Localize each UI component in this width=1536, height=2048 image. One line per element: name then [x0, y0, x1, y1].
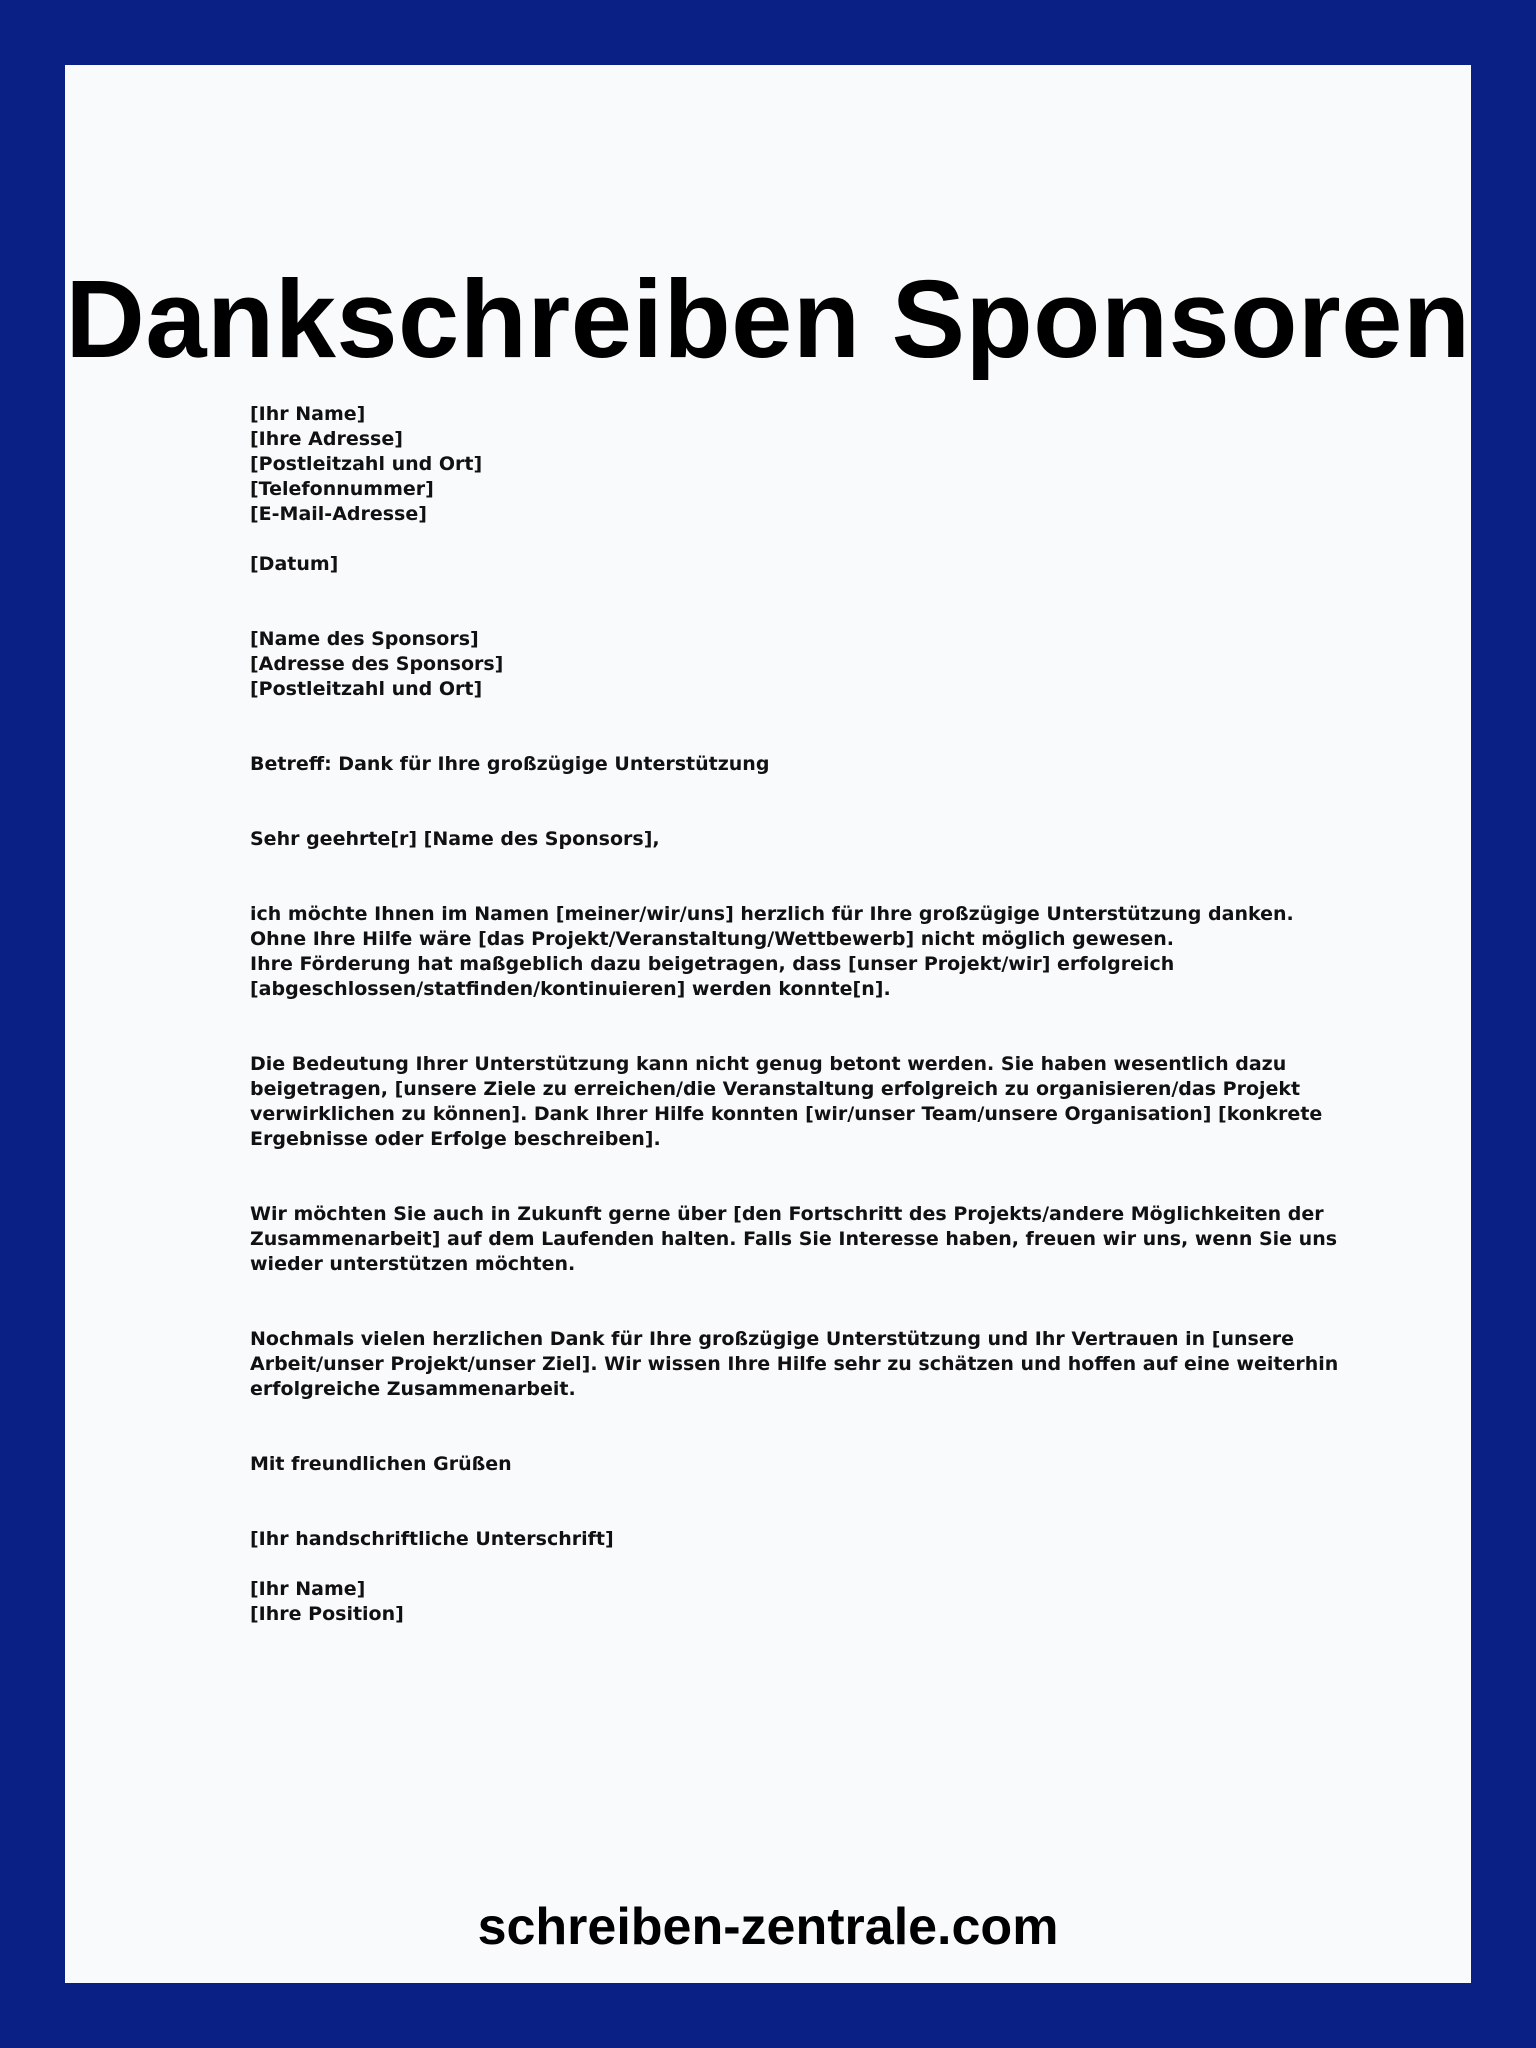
recipient-name: [Name des Sponsors] [250, 628, 479, 650]
page-title: Dankschreiben Sponsoren [65, 258, 1471, 381]
closing: Mit freundlichen Grüßen [250, 1453, 512, 1475]
paragraph-1: ich möchte Ihnen im Namen [meiner/wir/uns] herzlich für Ihre großzügige Unterstützung danken. Ohne Ihre Hilfe wäre [das Projekt/Veranstaltung/Wettbewerb] nicht möglich gewesen. Ihre Förderung hat maßgeblich dazu beigetragen, dass [unser Projekt/wir] erfolgreich [abgeschlossen/statfinden/kontinuieren] werden konnte[n]. [250, 903, 1294, 1000]
signer-block [250, 1577, 1350, 1627]
letter-body [250, 402, 1350, 1627]
signer-name: [Ihr Name] [250, 1578, 366, 1600]
signature-placeholder: [Ihr handschriftliche Unterschrift] [250, 1528, 614, 1550]
paragraph-2: Die Bedeutung Ihrer Unterstützung kann nicht genug betont werden. Sie haben wesentlich dazu beigetragen, [unsere Ziele zu erreichen/die Veranstaltung erfolgreich zu organisieren/das Projekt verwirklichen zu können]. Dank Ihrer Hilfe konnten [wir/unser Team/unsere Organisation] [konkrete Ergebnisse oder Erfolge beschreiben]. [250, 1053, 1329, 1150]
footer-site-link[interactable]: schreiben-zentrale.com [477, 1898, 1059, 1956]
letter-date: [Datum] [250, 553, 339, 575]
subject-line: Betreff: Dank für Ihre großzügige Unterstützung [250, 753, 770, 775]
document-page [65, 65, 1471, 1983]
recipient-block [250, 627, 1350, 702]
paragraph-3: Wir möchten Sie auch in Zukunft gerne über [den Fortschritt des Projekts/andere Möglichkeiten der Zusammenarbeit] auf dem Laufenden halten. Falls Sie Interesse haben, freuen wir uns, wenn Sie uns wieder unterstützen möchten. [250, 1203, 1344, 1275]
sender-email: [E-Mail-Adresse] [250, 503, 427, 525]
sender-phone: [Telefonnummer] [250, 478, 434, 500]
sender-block [250, 402, 1350, 527]
sender-name: [Ihr Name] [250, 403, 366, 425]
sender-address: [Ihre Adresse] [250, 428, 403, 450]
signer-position: [Ihre Position] [250, 1603, 404, 1625]
paragraph-4: Nochmals vielen herzlichen Dank für Ihre großzügige Unterstützung und Ihr Vertrauen in [unsere Arbeit/unser Projekt/unser Ziel]. Wir wissen Ihre Hilfe sehr zu schätzen und hoffen auf eine weiterhin erfolgreiche Zusammenarbeit. [250, 1328, 1345, 1400]
salutation: Sehr geehrte[r] [Name des Sponsors], [250, 828, 660, 850]
recipient-postal-city: [Postleitzahl und Ort] [250, 678, 483, 700]
sender-postal-city: [Postleitzahl und Ort] [250, 453, 483, 475]
recipient-address: [Adresse des Sponsors] [250, 653, 504, 675]
